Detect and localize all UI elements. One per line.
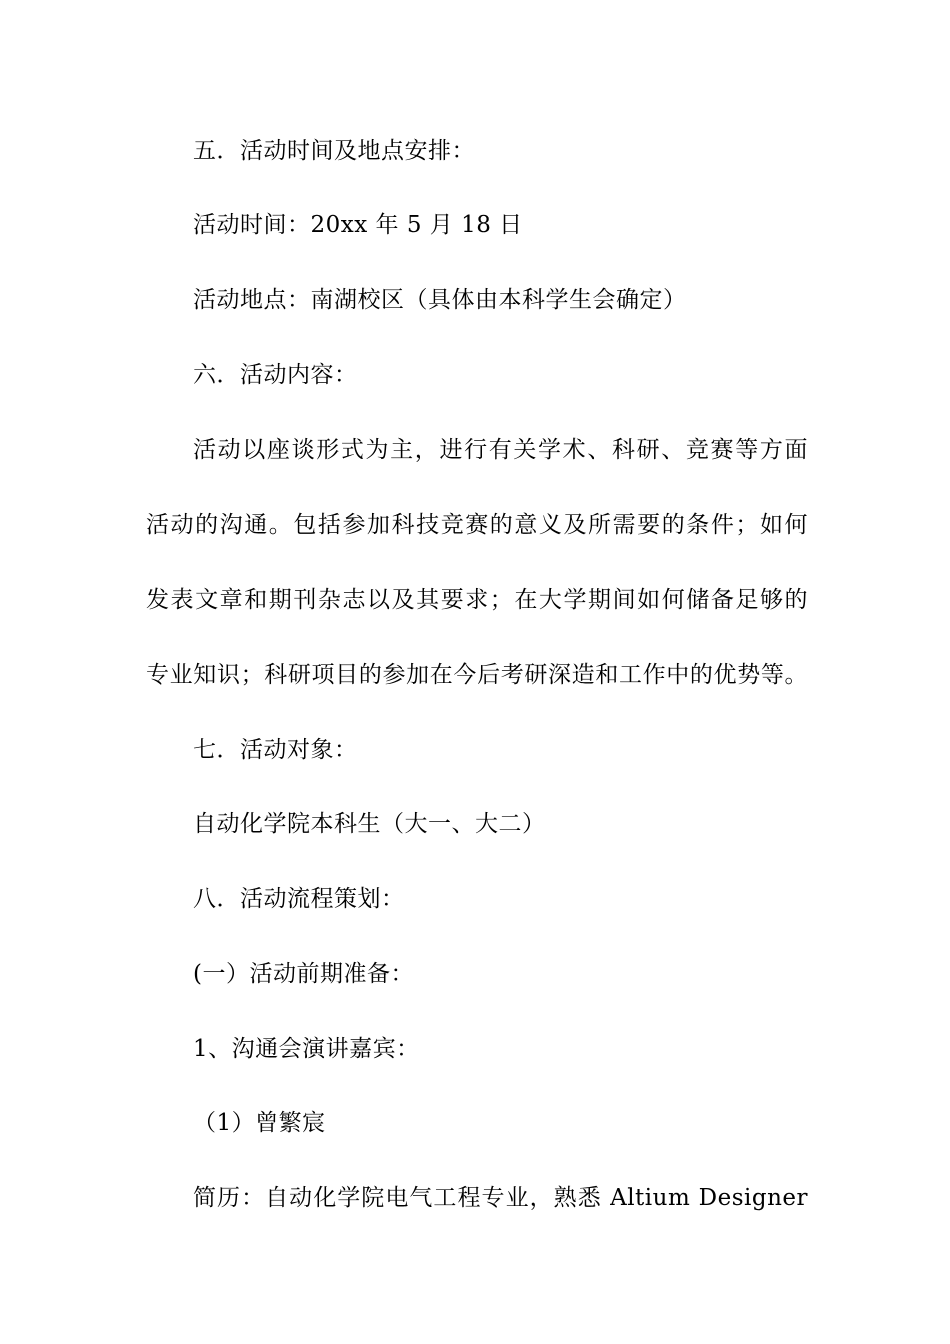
section-heading-8: 八．活动流程策划： [193, 886, 405, 912]
content-paragraph-line-2: 活动的沟通。包括参加科技竞赛的意义及所需要的条件；如何 [146, 512, 808, 538]
speaker-name: （1）曾繁宸 [193, 1110, 326, 1136]
section-heading-7: 七．活动对象： [193, 737, 358, 763]
section-heading-5: 五．活动时间及地点安排： [193, 138, 475, 164]
speaker-resume: 简历：自动化学院电气工程专业，熟悉 Altium Designer [193, 1185, 808, 1211]
section-heading-6: 六．活动内容： [193, 362, 358, 388]
content-paragraph-line-4: 专业知识；科研项目的参加在今后考研深造和工作中的优势等。 [146, 662, 808, 688]
speakers-heading: 1、沟通会演讲嘉宾： [193, 1036, 420, 1062]
subsection-heading-1: (一）活动前期准备： [193, 961, 414, 987]
content-paragraph-line-3: 发表文章和期刊杂志以及其要求；在大学期间如何储备足够的 [146, 587, 808, 613]
activity-time: 活动时间：20xx 年 5 月 18 日 [193, 212, 523, 238]
content-paragraph-line-1: 活动以座谈形式为主，进行有关学术、科研、竞赛等方面 [193, 437, 808, 463]
activity-location: 活动地点：南湖校区（具体由本科学生会确定） [193, 287, 687, 313]
activity-audience: 自动化学院本科生（大一、大二） [193, 811, 546, 837]
